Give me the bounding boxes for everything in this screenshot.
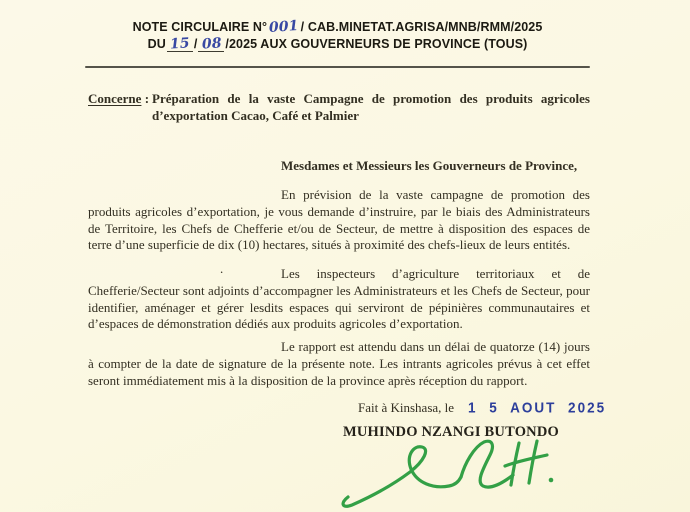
closing-place-date-line: [358, 400, 606, 416]
horizontal-divider: [85, 66, 590, 68]
header-line-2: [85, 36, 590, 53]
body-paragraph-3: Le rapport est attendu dans un délai de quatorze (14) jours à compter de la date de signature de la présente note. Les intrants agricoles prévus à cet effet seront immédiatement mis à la disposition de la province après réception du rapport.: [88, 339, 590, 388]
handwritten-month: 08: [201, 35, 222, 53]
header-line2-suffix: /2025 AUX GOUVERNEURS DE PROVINCE (TOUS): [225, 37, 528, 51]
handwritten-signature-icon: [336, 437, 558, 512]
header-line-1: [85, 19, 590, 36]
subject-text: Préparation de la vaste Campagne de promotion des produits agricoles d’exportation Cacao, Café et Palmier: [152, 91, 590, 123]
header-line1-suffix: / CAB.MINETAT.AGRISA/MNB/RMM/2025: [300, 20, 543, 34]
stray-ink-dot: .: [220, 261, 224, 276]
body-paragraph-1: En prévision de la vaste campagne de promotion des produits agricoles d’exportation, je vous demande d’instruire, par le biais des Administrateurs de Territoire, les Chefs de Chefferie et/ou de Secteur, de mettre à disposition des espaces de terre d’une superficie de dix (10) hectares, situés à proximité des chefs-lieux de leurs entités.: [88, 187, 590, 253]
header-date-slash: /: [193, 37, 198, 51]
handwritten-day-field: [167, 35, 193, 53]
document-header: [85, 19, 590, 53]
body-paragraph-2: Les inspecteurs d’agriculture territoriaux et de Chefferie/Secteur sont adjoints d’accompagner les Administrateurs et les Chefs de Secteur, pour identifier, aménager et gérer lesdits espaces qui serviront de pépinières communautaires et d’espaces de démonstration dédiés aux produits agricoles d’exportation.: [88, 266, 590, 332]
salutation: Mesdames et Messieurs les Gouverneurs de Province,: [281, 158, 578, 173]
signatory-name: MUHINDO NZANGI BUTONDO: [342, 424, 559, 440]
handwritten-day: 15: [169, 35, 191, 53]
place-date-text: Fait à Kinshasa, le: [358, 400, 455, 415]
header-line2-prefix: DU: [147, 37, 166, 51]
subject-separator: :: [141, 91, 153, 106]
subject-label: Concerne: [88, 91, 142, 106]
header-line1-prefix: NOTE CIRCULAIRE N°: [132, 20, 268, 34]
subject-block: [88, 90, 590, 124]
date-stamp: 1 5 AOUT 2025: [468, 399, 607, 416]
handwritten-note-number: 001: [268, 17, 300, 37]
subject-label-wrap: [88, 90, 152, 107]
handwritten-month-field: [198, 35, 224, 53]
